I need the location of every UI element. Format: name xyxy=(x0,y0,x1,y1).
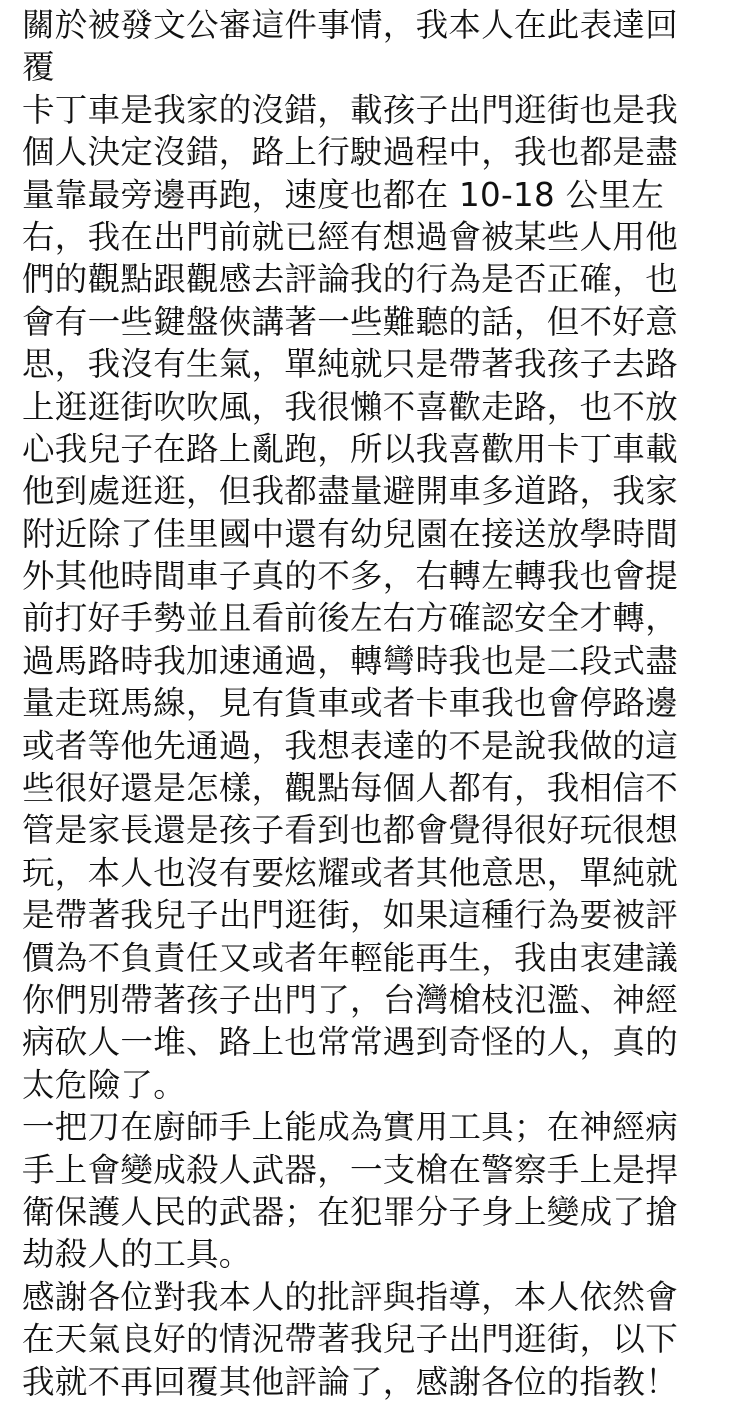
text-line: 右，我在出門前就已經有想過會被某些人用他 xyxy=(22,217,679,256)
text-line: 覆 xyxy=(22,48,55,87)
post-text xyxy=(22,4,728,1403)
text-line: 們的觀點跟觀感去評論我的行為是否正確，也 xyxy=(22,260,679,299)
text-line: 過馬路時我加速通過，轉彎時我也是二段式盡 xyxy=(22,641,679,680)
text-line: 些很好還是怎樣，觀點每個人都有，我相信不 xyxy=(22,769,679,808)
text-line: 上逛逛街吹吹風，我很懶不喜歡走路，也不放 xyxy=(22,387,679,426)
text-line: 外其他時間車子真的不多，右轉左轉我也會提 xyxy=(22,557,679,596)
text-line: 病砍人一堆、路上也常常遇到奇怪的人，真的 xyxy=(22,1023,679,1062)
text-line: 關於被發文公審這件事情，我本人在此表達回 xyxy=(22,6,679,44)
text-line: 感謝各位對我本人的批評與指導，本人依然會 xyxy=(22,1277,679,1316)
text-line: 卡丁車是我家的沒錯，載孩子出門逛街也是我 xyxy=(22,90,679,129)
text-line: 劫殺人的工具。 xyxy=(22,1235,252,1274)
text-line: 心我兒子在路上亂跑，所以我喜歡用卡丁車載 xyxy=(22,429,679,468)
text-line: 價為不負責任又或者年輕能再生，我由衷建議 xyxy=(22,938,679,977)
text-line: 衛保護人民的武器；在犯罪分子身上變成了搶 xyxy=(22,1192,679,1231)
text-line: 量走斑馬線，見有貨車或者卡車我也會停路邊 xyxy=(22,684,679,723)
text-line: 管是家長還是孩子看到也都會覺得很好玩很想 xyxy=(22,811,679,850)
text-line: 手上會變成殺人武器，一支槍在警察手上是捍 xyxy=(22,1150,679,1189)
text-line: 一把刀在廚師手上能成為實用工具；在神經病 xyxy=(22,1108,679,1147)
text-line: 或者等他先通過，我想表達的不是說我做的這 xyxy=(22,726,679,765)
text-line: 附近除了佳里國中還有幼兒園在接送放學時間 xyxy=(22,514,679,553)
text-line: 量靠最旁邊再跑，速度也都在 10-18 公里左 xyxy=(22,175,664,214)
text-line: 太危險了。 xyxy=(22,1065,187,1104)
text-line: 他到處逛逛，但我都盡量避開車多道路，我家 xyxy=(22,472,679,511)
text-line: 在天氣良好的情況帶著我兒子出門逛街，以下 xyxy=(22,1320,679,1359)
text-line: 玩，本人也沒有要炫耀或者其他意思，單純就 xyxy=(22,853,679,892)
text-line: 會有一些鍵盤俠講著一些難聽的話，但不好意 xyxy=(22,302,679,341)
text-line: 你們別帶著孩子出門了，台灣槍枝氾濫、神經 xyxy=(22,980,679,1019)
text-line: 思，我沒有生氣，單純就只是帶著我孩子去路 xyxy=(22,345,679,384)
text-line: 前打好手勢並且看前後左右方確認安全才轉， xyxy=(22,599,679,638)
text-line: 是帶著我兒子出門逛街，如果這種行為要被評 xyxy=(22,896,679,935)
text-line: 個人決定沒錯，路上行駛過程中，我也都是盡 xyxy=(22,133,679,172)
text-line: 我就不再回覆其他評論了，感謝各位的指教！ xyxy=(22,1362,679,1401)
